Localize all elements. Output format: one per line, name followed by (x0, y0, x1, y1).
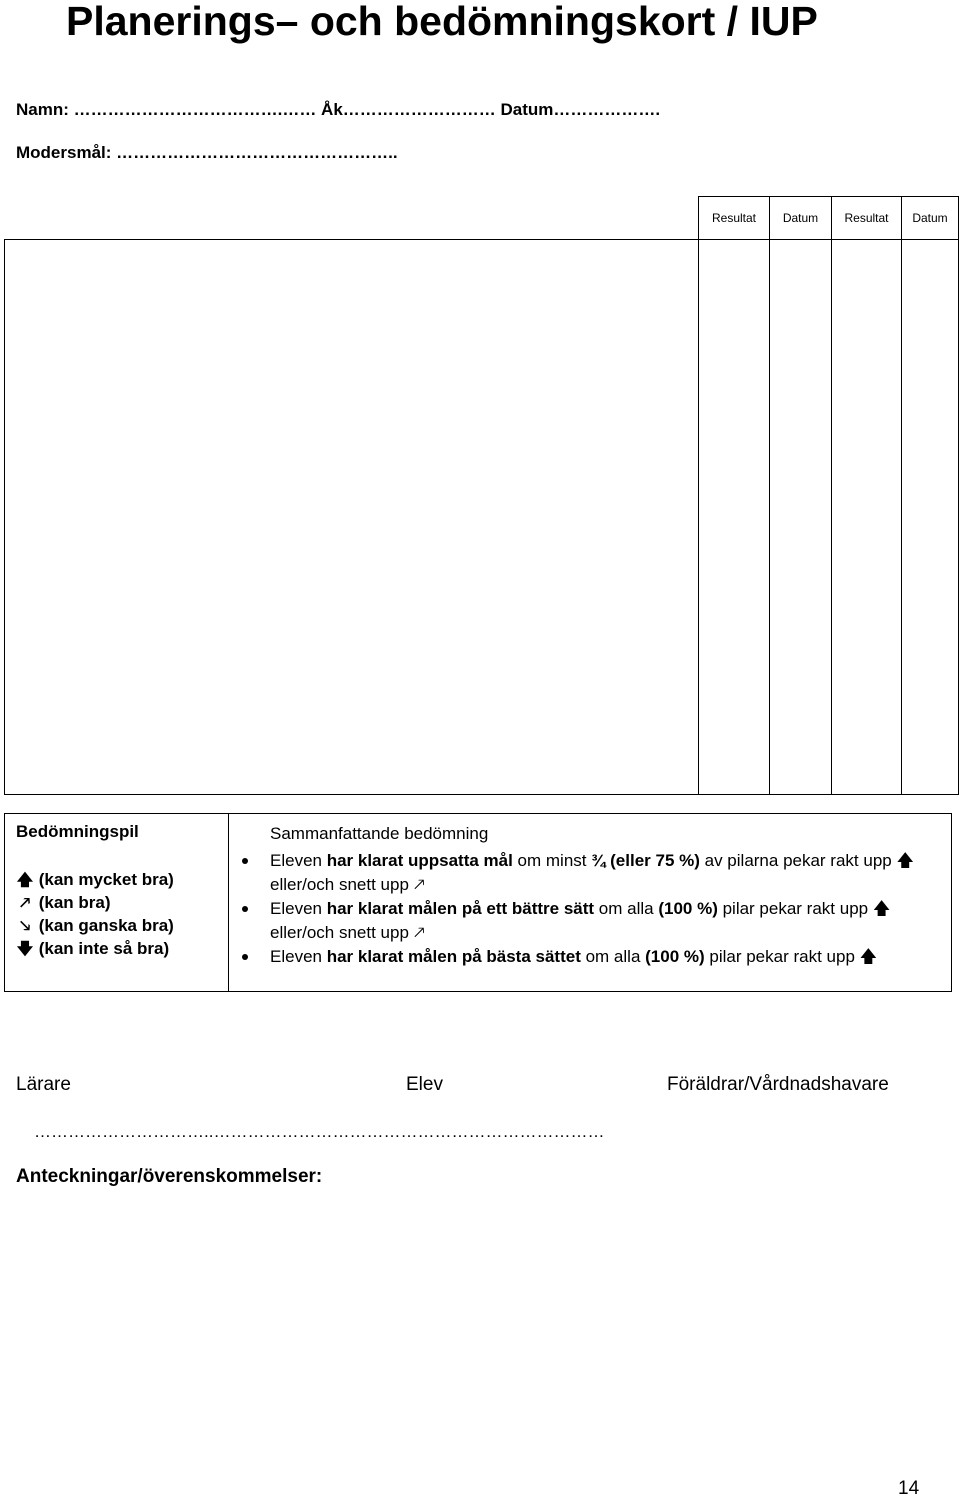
result-cell-2[interactable] (831, 239, 902, 795)
arrow-up-icon: 🡅 (872, 899, 891, 918)
legend-item (16, 938, 169, 965)
notes-label: Anteckningar/överenskommelser: (16, 1166, 323, 1187)
summary-item-2: Eleven har klarat målen på ett bättre sätt om alla (100 %) pilar pekar rakt upp 🡅 eller/och snett upp 🡕 (270, 899, 891, 942)
arrow-up-icon: 🡅 (896, 851, 914, 870)
summary-item-1: Eleven har klarat uppsatta mål om minst ¾ (eller 75 %) av pilarna pekar rakt upp 🡅 eller/och snett upp 🡕 (270, 851, 914, 894)
name-grade-date-line[interactable]: Namn: ……………………………….…… Åk……………………… Datum………………. (16, 100, 661, 119)
page-number: 14 (898, 1478, 920, 1499)
legend-label: (kan inte så bra) (38, 939, 170, 958)
header-date-1: Datum (769, 196, 832, 240)
arrow-up-icon: 🡅 (859, 947, 878, 966)
arrow-down-right-icon: 🡖 (19, 918, 31, 935)
signature-line[interactable]: …………………………..…………………………………………………………… (34, 1122, 605, 1141)
goals-cell[interactable] (4, 239, 699, 795)
summary-item-3: Eleven har klarat målen på bästa sättet om alla (100 %) pilar pekar rakt upp 🡅 (270, 947, 878, 966)
arrow-up-right-icon: 🡕 (413, 923, 425, 942)
mother-tongue-line[interactable]: Modersmål: ………………………………………….. (16, 143, 398, 162)
header-date-2: Datum (901, 196, 959, 240)
legend-label: (kan mycket bra) (38, 870, 174, 889)
student-label: Elev (406, 1074, 443, 1095)
summary-title: Sammanfattande bedömning (270, 824, 489, 843)
date-cell-2[interactable] (901, 239, 959, 795)
page-title: Planerings– och bedömningskort / IUP (66, 0, 818, 44)
bullet-icon (242, 906, 248, 912)
header-result-1: Resultat (698, 196, 770, 240)
bullet-icon (242, 954, 248, 960)
legend-label: (kan ganska bra) (38, 916, 174, 935)
arrow-up-right-icon: 🡕 (19, 895, 31, 912)
arrow-down-icon: 🡇 (16, 941, 34, 958)
arrow-up-right-icon: 🡕 (413, 875, 425, 894)
arrow-up-icon: 🡅 (16, 872, 34, 889)
legend-title: Bedömningspil (16, 822, 139, 841)
header-result-2: Resultat (831, 196, 902, 240)
legend-label: (kan bra) (38, 893, 111, 912)
parents-label: Föräldrar/Vårdnadshavare (667, 1074, 889, 1095)
bullet-icon (242, 858, 248, 864)
teacher-label: Lärare (16, 1074, 71, 1095)
result-cell-1[interactable] (698, 239, 770, 795)
date-cell-1[interactable] (769, 239, 832, 795)
